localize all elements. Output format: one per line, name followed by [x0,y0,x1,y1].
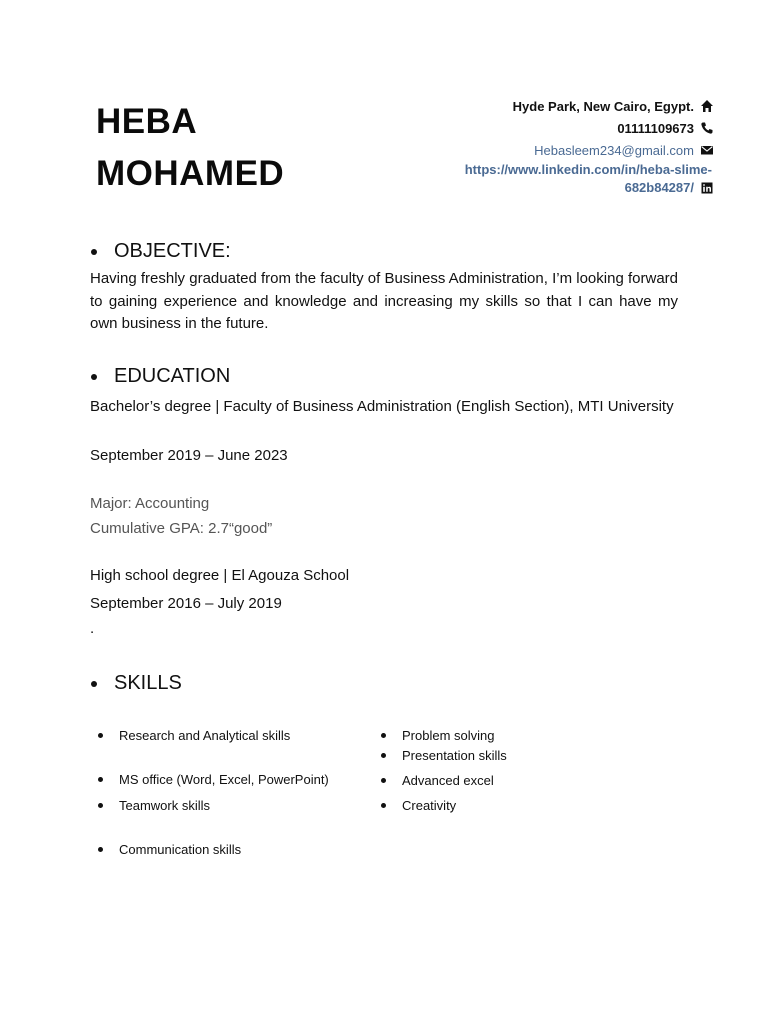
list-item: Advanced excel [381,773,494,788]
phone-icon [700,121,714,135]
candidate-name [96,96,396,200]
degree-dates: September 2019 – June 2023 [90,447,288,464]
linkedin-link[interactable] [394,161,714,197]
major-text: Major: Accounting [90,495,210,512]
list-item: Research and Analytical skills [98,728,290,743]
degree-text: Bachelor’s degree | Faculty of Business Administration (English Section), MTI University [90,398,674,415]
linkedin-icon [700,181,714,195]
last-name: MOHAMED [96,154,285,193]
list-item: Creativity [381,798,456,813]
education-heading-text: EDUCATION [114,365,231,387]
contact-info [394,95,714,197]
email-link[interactable]: Hebasleem234@gmail.com [534,142,694,158]
bullet-icon [91,681,97,687]
list-item: Communication skills [98,842,241,857]
skills-heading [90,672,182,695]
list-item: Problem solving [381,728,495,743]
address-row [394,95,714,117]
phone-row [394,117,714,139]
objective-heading [90,240,231,263]
linkedin-url-line2[interactable]: 682b84287/ [624,180,694,195]
education-heading [90,365,230,388]
highschool-text: High school degree | El Agouza School [90,567,350,584]
linkedin-url-line1[interactable]: https://www.linkedin.com/in/heba-slime- [464,162,712,177]
skills-heading-text: SKILLS [114,672,182,694]
highschool-dates: September 2016 – July 2019 [90,595,282,612]
gpa-text: Cumulative GPA: 2.7“good” [90,520,273,537]
trailing-dot: . [90,620,95,637]
objective-text: Having freshly graduated from the faculty of Business Administration, I’m looking forward to gaining experience and knowledge and increasing my skills so that I can have my own business in the future. [90,270,678,332]
email-row [394,139,714,161]
address-text: Hyde Park, New Cairo, Egypt. [512,98,694,114]
bullet-icon [91,249,97,255]
phone-text: 01111109673 [617,120,694,136]
list-item: MS office (Word, Excel, PowerPoint) [98,772,329,787]
first-name: HEBA [96,102,198,141]
objective-heading-text: OBJECTIVE: [114,240,231,262]
list-item: Presentation skills [381,748,507,763]
bullet-icon [91,374,97,380]
home-icon [700,99,714,113]
envelope-icon [700,143,714,157]
list-item: Teamwork skills [98,798,210,813]
